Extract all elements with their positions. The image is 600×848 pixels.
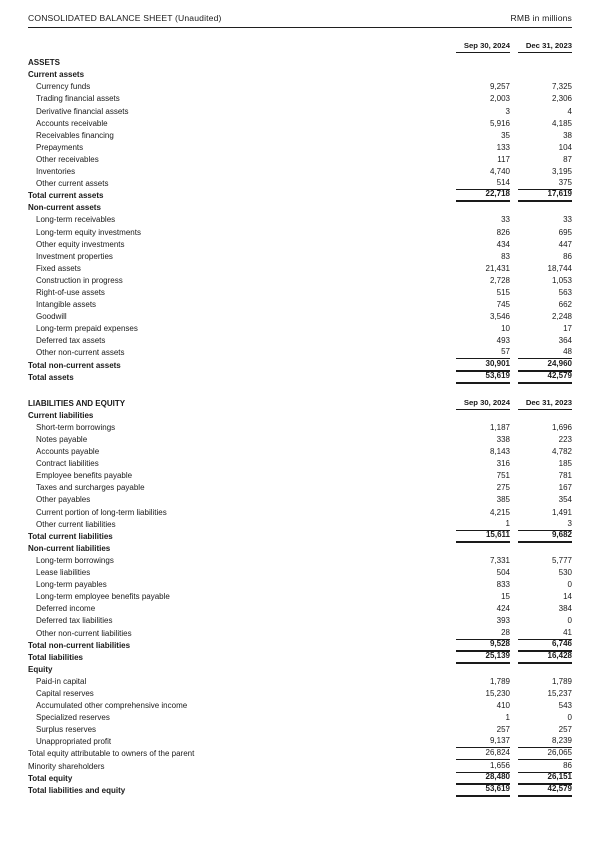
row-label: Paid-in capital: [36, 676, 87, 686]
row-value-col1: 3: [505, 106, 510, 116]
table-row: [28, 202, 572, 214]
row-value-col1: 15: [501, 592, 510, 602]
row-label: Deferred tax assets: [36, 336, 106, 346]
row-label: Trading financial assets: [36, 94, 120, 104]
row-value-col1: 21,431: [485, 263, 510, 273]
row-value-col1: 33: [501, 215, 510, 225]
row-value-col1: 9,137: [456, 735, 510, 748]
row-value-col1: 1: [456, 518, 510, 531]
row-value-col2: Dec 31, 2023: [518, 40, 572, 53]
row-label: Total equity: [28, 773, 73, 783]
row-value-col2: 15,237: [547, 688, 572, 698]
table-row: [28, 567, 572, 579]
row-value-col2: 2,248: [551, 312, 572, 322]
row-value-col1: 7,331: [489, 555, 510, 565]
row-value-col2: 354: [558, 495, 572, 505]
row-label: Short-term borrowings: [36, 422, 116, 432]
row-label: Long-term employee benefits payable: [36, 592, 170, 602]
row-value-col1: 257: [496, 725, 510, 735]
row-value-col1: 751: [496, 471, 510, 481]
table-row: [28, 154, 572, 166]
row-value-col2: 2,306: [551, 94, 572, 104]
row-label: Long-term payables: [36, 580, 107, 590]
table-row: [28, 555, 572, 567]
page-title: CONSOLIDATED BALANCE SHEET (Unaudited): [28, 13, 222, 23]
row-value-col1: 53,619: [456, 783, 510, 797]
row-value-col2: 5,777: [551, 555, 572, 565]
row-value-col1: 28: [456, 627, 510, 640]
table-row: [28, 81, 572, 93]
row-value-col2: 14: [563, 592, 572, 602]
row-value-col2: 7,325: [551, 82, 572, 92]
table-row: [28, 688, 572, 700]
table-row: [28, 482, 572, 494]
row-label: Unappropriated profit: [36, 737, 112, 747]
row-value-col2: 48: [518, 346, 572, 359]
row-value-col1: 745: [496, 300, 510, 310]
row-value-col1: 28,480: [456, 771, 510, 785]
row-value-col2: 364: [558, 336, 572, 346]
row-label: Derivative financial assets: [36, 106, 129, 116]
row-value-col2: 167: [558, 483, 572, 493]
row-label: Other current assets: [36, 179, 109, 189]
row-value-col2: 4: [567, 106, 572, 116]
row-label: Current portion of long-term liabilities: [36, 507, 167, 517]
table-row: [28, 239, 572, 251]
table-row: [28, 591, 572, 603]
row-label: Accounts payable: [36, 447, 100, 457]
row-label: Long-term equity investments: [36, 227, 141, 237]
row-label: Employee benefits payable: [36, 471, 133, 481]
row-value-col2: 3: [518, 518, 572, 531]
row-value-col1: 9,528: [456, 638, 510, 652]
table-row: [28, 652, 572, 664]
row-label: Total current liabilities: [28, 531, 113, 541]
table-row: [28, 446, 572, 458]
row-label: Contract liabilities: [36, 459, 99, 469]
row-label: Current liabilities: [28, 410, 94, 420]
row-label: Total non-current liabilities: [28, 640, 131, 650]
row-label: Non-current assets: [28, 203, 101, 213]
row-value-col2: 384: [558, 604, 572, 614]
table-row: [28, 434, 572, 446]
row-value-col2: 695: [558, 227, 572, 237]
row-value-col2: 0: [567, 580, 572, 590]
table-row: [28, 299, 572, 311]
row-label: Total equity attributable to owners of the parent: [28, 749, 195, 759]
row-label: Total liabilities and equity: [28, 785, 126, 795]
table-row: [28, 214, 572, 226]
row-value-col1: 10: [501, 324, 510, 334]
table-row: [28, 190, 572, 202]
row-label: ASSETS: [28, 58, 61, 68]
row-value-col1: 57: [456, 346, 510, 359]
row-value-col1: 15,230: [485, 688, 510, 698]
row-label: Deferred income: [36, 604, 96, 614]
row-value-col1: 424: [496, 604, 510, 614]
row-value-col2: Dec 31, 2023: [518, 397, 572, 410]
row-value-col2: 16,428: [518, 650, 572, 664]
row-value-col2: 3,195: [551, 167, 572, 177]
table-row: [28, 93, 572, 105]
row-value-col2: 42,579: [518, 370, 572, 384]
row-label: Construction in progress: [36, 275, 123, 285]
row-value-col1: 117: [497, 154, 510, 164]
table-row: [28, 458, 572, 470]
unit-note: RMB in millions: [510, 13, 572, 23]
row-label: Equity: [28, 664, 53, 674]
row-value-col2: 257: [558, 725, 572, 735]
row-value-col1: Sep 30, 2024: [456, 40, 510, 53]
table-row: [28, 410, 572, 422]
row-value-col1: 3,546: [489, 312, 510, 322]
table-row: [28, 664, 572, 676]
row-value-col1: 514: [456, 177, 510, 190]
row-value-col2: 4,782: [551, 447, 572, 457]
row-value-col1: 83: [501, 251, 510, 261]
row-label: Total liabilities: [28, 652, 83, 662]
row-label: Other receivables: [36, 154, 99, 164]
row-label: Notes payable: [36, 435, 88, 444]
row-value-col1: 2,003: [489, 94, 510, 104]
row-label: Long-term borrowings: [36, 555, 114, 565]
row-label: Specialized reserves: [36, 713, 110, 723]
row-label: Non-current liabilities: [28, 543, 111, 553]
row-value-col2: 41: [518, 627, 572, 640]
row-value-col1: 316: [496, 459, 510, 469]
row-label: Capital reserves: [36, 688, 94, 698]
row-label: Intangible assets: [36, 300, 97, 310]
row-label: Inventories: [36, 167, 76, 177]
document-header: [28, 12, 572, 28]
row-value-col1: 515: [496, 287, 510, 297]
row-label: Prepayments: [36, 142, 84, 152]
row-label: Taxes and surcharges payable: [36, 483, 145, 493]
row-value-col2: 447: [558, 239, 572, 249]
row-label: Total assets: [28, 372, 74, 382]
row-value-col2: 18,744: [547, 263, 572, 273]
row-value-col1: 393: [496, 616, 510, 626]
row-label: Total current assets: [28, 191, 104, 201]
row-value-col2: 662: [558, 300, 572, 310]
row-value-col2: 86: [563, 251, 572, 261]
row-label: Current assets: [28, 70, 85, 80]
row-value-col2: 1,789: [551, 676, 572, 686]
table-row: [28, 275, 572, 287]
row-value-col1: 1,789: [489, 676, 510, 686]
row-value-col2: 1,053: [551, 275, 572, 285]
row-value-col2: 185: [558, 459, 572, 469]
row-value-col2: 86: [518, 760, 572, 773]
row-label: Right-of-use assets: [36, 287, 105, 297]
row-label: Other equity investments: [36, 239, 125, 249]
row-label: Long-term receivables: [36, 215, 116, 225]
row-value-col1: 35: [501, 130, 510, 140]
table-row: [28, 603, 572, 615]
row-value-col2: 104: [558, 142, 572, 152]
row-label: Receivables financing: [36, 130, 114, 140]
row-value-col1: Sep 30, 2024: [456, 397, 510, 410]
table-row: [28, 142, 572, 154]
assets-table: [28, 41, 572, 384]
row-value-col2: 0: [567, 713, 572, 723]
row-value-col1: 4,740: [489, 167, 510, 177]
row-value-col2: 87: [563, 154, 572, 164]
row-value-col1: 5,916: [489, 118, 510, 128]
row-value-col2: 1,491: [551, 507, 572, 517]
row-label: Other current liabilities: [36, 519, 116, 529]
section-divider-space: [28, 384, 572, 398]
row-value-col2: 0: [567, 616, 572, 626]
row-value-col1: 1,187: [489, 422, 510, 432]
row-value-col1: 410: [496, 701, 510, 711]
table-row: [28, 69, 572, 81]
row-label: Deferred tax liabilities: [36, 616, 113, 626]
table-row: [28, 543, 572, 555]
row-value-col2: 9,682: [518, 529, 572, 543]
table-row: [28, 41, 572, 53]
row-value-col1: 826: [496, 227, 510, 237]
row-value-col1: 26,824: [456, 747, 510, 760]
table-row: [28, 712, 572, 724]
row-value-col1: 25,139: [456, 650, 510, 664]
table-row: [28, 700, 572, 712]
row-label: Fixed assets: [36, 263, 81, 273]
row-value-col1: 275: [496, 483, 510, 493]
row-value-col2: 26,151: [518, 771, 572, 785]
row-label: Other non-current liabilities: [36, 628, 132, 638]
row-value-col2: 24,960: [518, 358, 572, 372]
table-row: [28, 531, 572, 543]
row-value-col1: 4,215: [489, 507, 510, 517]
row-value-col2: 17: [563, 324, 572, 334]
row-label: Goodwill: [36, 312, 67, 322]
table-row: [28, 372, 572, 384]
table-row: [28, 579, 572, 591]
table-row: [28, 130, 572, 142]
table-row: [28, 287, 572, 299]
liabilities-and-equity-table: [28, 398, 572, 797]
table-row: [28, 470, 572, 482]
row-value-col2: 38: [563, 130, 572, 140]
table-row: [28, 251, 572, 263]
row-value-col1: 2,728: [489, 275, 510, 285]
table-row: [28, 311, 572, 323]
row-value-col2: 1,696: [551, 422, 572, 432]
table-row: [28, 105, 572, 117]
row-label: Total non-current assets: [28, 360, 121, 370]
row-value-col1: 15,611: [456, 529, 510, 543]
row-value-col2: 543: [558, 701, 572, 711]
table-row: [28, 118, 572, 130]
row-label: Minority shareholders: [28, 761, 105, 771]
table-row: [28, 263, 572, 275]
row-value-col1: 385: [496, 495, 510, 505]
row-value-col2: 223: [558, 435, 572, 444]
table-row: [28, 57, 572, 69]
row-value-col2: 17,619: [518, 188, 572, 202]
row-value-col2: 781: [558, 471, 572, 481]
row-value-col2: 530: [558, 568, 572, 578]
table-row: [28, 785, 572, 797]
row-value-col1: 338: [496, 435, 510, 444]
row-value-col1: 1: [505, 713, 510, 723]
row-value-col2: 33: [563, 215, 572, 225]
row-value-col2: 8,239: [518, 735, 572, 748]
row-value-col1: 30,901: [456, 358, 510, 372]
table-row: [28, 226, 572, 238]
row-value-col1: 1,656: [456, 760, 510, 773]
row-label: Other non-current assets: [36, 348, 125, 358]
row-value-col1: 504: [496, 568, 510, 578]
row-label: LIABILITIES AND EQUITY: [28, 398, 126, 408]
row-value-col1: 493: [496, 336, 510, 346]
row-label: Investment properties: [36, 251, 113, 261]
row-label: Currency funds: [36, 82, 91, 92]
row-value-col2: 26,065: [518, 747, 572, 760]
row-value-col1: 434: [496, 239, 510, 249]
row-value-col1: 133: [496, 142, 510, 152]
row-value-col2: 4,185: [551, 118, 572, 128]
row-value-col2: 563: [558, 287, 572, 297]
row-label: Accounts receivable: [36, 118, 108, 128]
row-value-col1: 9,257: [489, 82, 510, 92]
row-label: Other payables: [36, 495, 91, 505]
row-value-col2: 42,579: [518, 783, 572, 797]
table-row: [28, 398, 572, 410]
table-row: [28, 323, 572, 335]
row-value-col1: 8,143: [489, 447, 510, 457]
table-row: [28, 494, 572, 506]
row-value-col2: 6,746: [518, 638, 572, 652]
row-value-col2: 375: [518, 177, 572, 190]
row-label: Long-term prepaid expenses: [36, 324, 138, 334]
row-label: Surplus reserves: [36, 725, 97, 735]
row-value-col1: 22,718: [456, 188, 510, 202]
row-label: Lease liabilities: [36, 568, 91, 578]
table-row: [28, 422, 572, 434]
table-row: [28, 676, 572, 688]
row-value-col1: 53,619: [456, 370, 510, 384]
row-label: Accumulated other comprehensive income: [36, 701, 188, 711]
row-value-col1: 833: [496, 580, 510, 590]
